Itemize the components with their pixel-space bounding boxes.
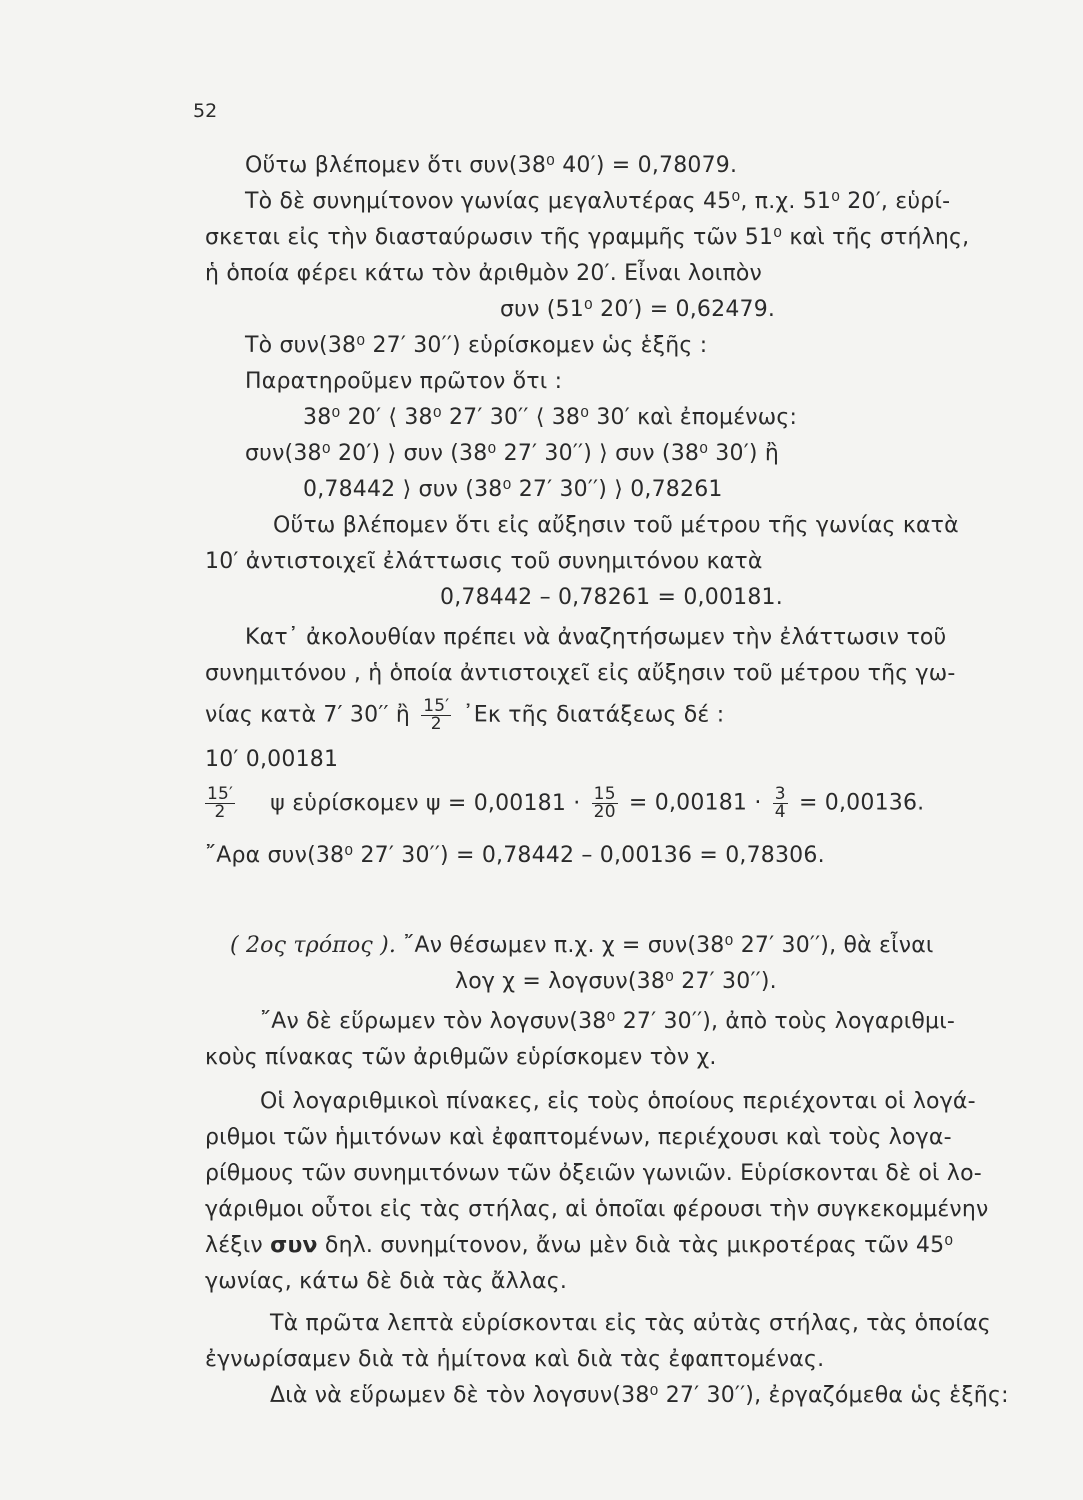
fraction (421, 698, 451, 733)
fraction-denominator: 2 (214, 802, 226, 822)
text-line: Οἱ λογαριθμικοὶ πίνακες, εἰς τοὺς ὁποίους περιέχονται οἱ λογά- (260, 1089, 976, 1114)
text-line: Διὰ νὰ εὕρωμεν δὲ τὸν λογσυν(38⁰ 27′ 30′′), ἐργαζόμεθα ὡς ἑξῆς: (270, 1383, 1009, 1408)
fraction-denominator: 4 (774, 802, 786, 822)
text-span: ῎Αν θέσωμεν π.χ. χ = συν(38⁰ 27′ 30′′), θὰ εἶναι (403, 933, 934, 958)
text-line: ἡ ὁποία φέρει κάτω τὸν ἀριθμὸν 20′. Εἶναι λοιπὸν (205, 261, 763, 286)
fraction-denominator: 20 (593, 802, 616, 822)
text-span: ᾽Εκ τῆς διατάξεως δέ : (462, 702, 725, 728)
text-line: Οὕτω βλέπομεν ὅτι συν(38⁰ 40′) = 0,78079. (245, 153, 738, 178)
text-line: 10′ ἀντιστοιχεῖ ἐλάττωσις τοῦ συνημιτόνου κατὰ (205, 549, 763, 574)
text-line: γωνίας, κάτω δὲ διὰ τὰς ἄλλας. (205, 1269, 568, 1294)
text-span: = 0,00181 · (628, 790, 762, 816)
text-span: λέξιν (205, 1233, 263, 1258)
text-span: ψ εὑρίσκομεν ψ = 0,00181 · (270, 790, 581, 816)
text-span: δηλ. συνημίτονον, ἄνω μὲν διὰ τὰς μικροτέρας τῶν 45⁰ (324, 1233, 954, 1258)
text-line: Οὕτω βλέπομεν ὅτι εἰς αὔξησιν τοῦ μέτρου τῆς γωνίας κατὰ (273, 513, 959, 538)
text-line: συν (51⁰ 20′) = 0,62479. (500, 297, 776, 322)
page-number: 52 (193, 100, 218, 122)
text-line: σκεται εἰς τὴν διασταύρωσιν τῆς γραμμῆς τῶν 51⁰ καὶ τῆς στήλης, (205, 225, 970, 250)
fraction-numerator: 15′ (423, 696, 450, 716)
fraction-denominator: 2 (430, 714, 442, 734)
text-line: Τὸ δὲ συνημίτονον γωνίας μεγαλυτέρας 45⁰, π.χ. 51⁰ 20′, εὑρί- (245, 189, 951, 214)
text-line: 0,78442 – 0,78261 = 0,00181. (440, 585, 783, 610)
fraction-numerator: 15′ (207, 784, 234, 804)
text-line: ριθμοι τῶν ἡμιτόνων καὶ ἐφαπτομένων, περιέχουσι καὶ τοὺς λογα- (205, 1125, 952, 1150)
italic-heading: ( 2ος τρόπος ). (230, 933, 397, 958)
text-span: νίας κατὰ 7′ 30′′ ἢ (205, 702, 411, 728)
text-line (205, 1232, 953, 1260)
text-line: κοὺς πίνακας τῶν ἀριθμῶν εὑρίσκομεν τὸν χ. (205, 1045, 717, 1070)
text-line: Παρατηροῦμεν πρῶτον ὅτι : (245, 369, 563, 394)
text-line: 10′ 0,00181 (205, 747, 339, 772)
text-line: Τὸ συν(38⁰ 27′ 30′′) εὑρίσκομεν ὡς ἑξῆς : (245, 333, 708, 358)
text-line: ρίθμους τῶν συνημιτόνων τῶν ὀξειῶν γωνιῶν. Εὑρίσκονται δὲ οἱ λο- (205, 1161, 982, 1186)
bold-term: συν (270, 1233, 318, 1258)
fraction (592, 786, 618, 821)
text-line: ῎Αν δὲ εὕρωμεν τὸν λογσυν(38⁰ 27′ 30′′), ἀπὸ τοὺς λογαριθμι- (260, 1009, 956, 1034)
fraction-numerator: 15 (593, 784, 616, 804)
text-line: συν(38⁰ 20′) ⟩ συν (38⁰ 27′ 30′′) ⟩ συν (38⁰ 30′) ἢ (245, 441, 780, 466)
text-line: 0,78442 ⟩ συν (38⁰ 27′ 30′′) ⟩ 0,78261 (303, 477, 723, 502)
text-line: Κατ᾽ ἀκολουθίαν πρέπει νὰ ἀναζητήσωμεν τὴν ἐλάττωσιν τοῦ (245, 625, 947, 650)
text-line: 38⁰ 20′ ⟨ 38⁰ 27′ 30′′ ⟨ 38⁰ 30′ καὶ ἐπομένως: (303, 405, 798, 430)
text-line (205, 786, 924, 821)
text-span: = 0,00136. (798, 790, 925, 816)
text-line: ῎Αρα συν(38⁰ 27′ 30′′) = 0,78442 – 0,00136 = 0,78306. (205, 843, 825, 868)
fraction (773, 786, 788, 821)
text-line: λογ χ = λογσυν(38⁰ 27′ 30′′). (455, 969, 777, 994)
text-line: γάριθμοι οὗτοι εἰς τὰς στήλας, αἱ ὁποῖαι φέρουσι τὴν συγκεκομμένην (205, 1197, 989, 1222)
text-line (205, 698, 724, 733)
fraction-numerator: 3 (774, 784, 786, 804)
text-line (230, 932, 934, 960)
text-line: συνημιτόνου , ἡ ὁποία ἀντιστοιχεῖ εἰς αὔξησιν τοῦ μέτρου τῆς γω- (205, 661, 956, 686)
fraction (205, 786, 235, 821)
text-line: ἐγνωρίσαμεν διὰ τὰ ἡμίτονα καὶ διὰ τὰς ἐφαπτομένας. (205, 1347, 825, 1372)
text-line: Τὰ πρῶτα λεπτὰ εὑρίσκονται εἰς τὰς αὐτὰς στήλας, τὰς ὁποίας (270, 1311, 991, 1336)
